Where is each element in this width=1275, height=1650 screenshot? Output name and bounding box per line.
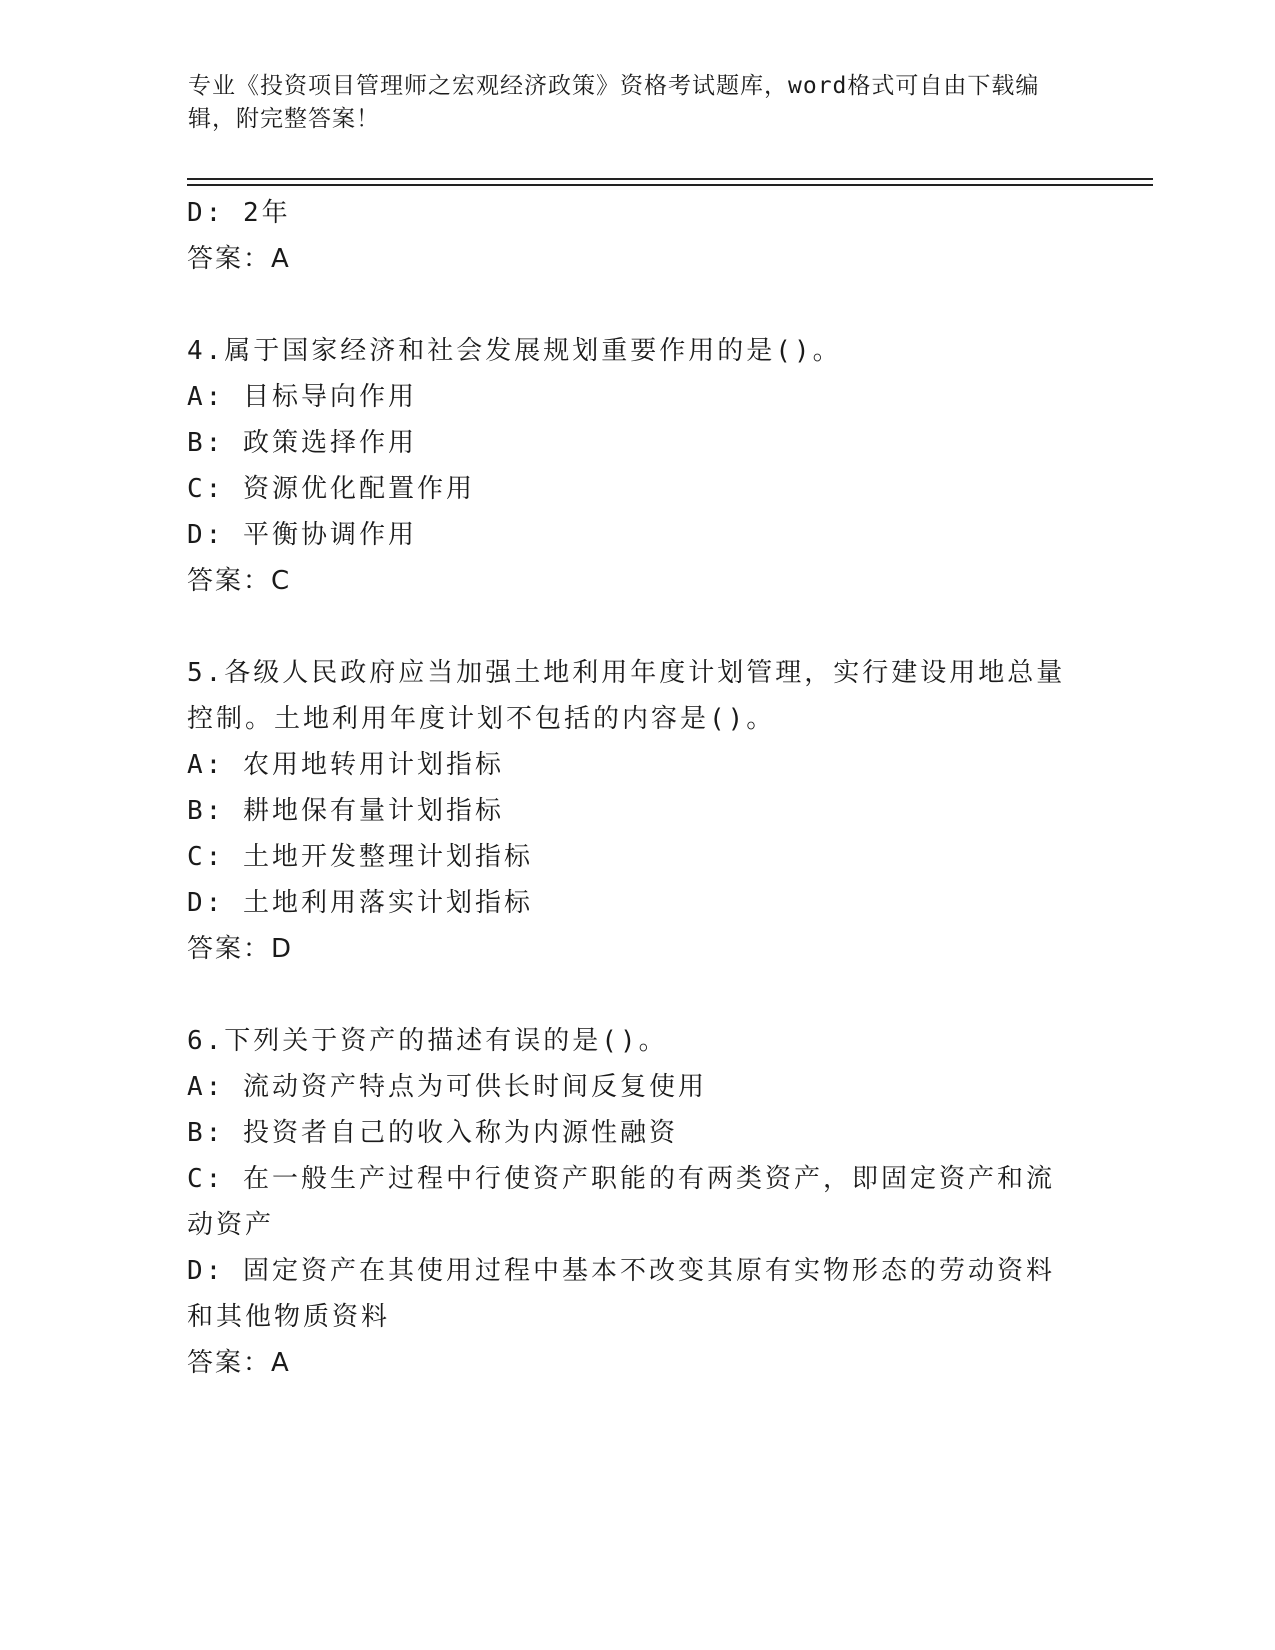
option-b: B: 投资者自己的收入称为内源性融资	[187, 1118, 678, 1148]
option-a: A: 农用地转用计划指标	[187, 750, 504, 780]
question-list	[187, 190, 1087, 1386]
header-divider-top	[187, 178, 1153, 180]
option-d: D: 土地利用落实计划指标	[187, 888, 533, 918]
spacer	[187, 604, 1087, 650]
question-stem: 4.属于国家经济和社会发展规划重要作用的是()。	[187, 336, 842, 366]
option-d: D: 固定资产在其使用过程中基本不改变其原有实物形态的劳动资料和其他物质资料	[187, 1256, 1055, 1332]
question-stem: 6.下列关于资产的描述有误的是()。	[187, 1026, 668, 1056]
option-d: D: 平衡协调作用	[187, 520, 417, 550]
question-6	[187, 1018, 1087, 1386]
question-stem: 5.各级人民政府应当加强土地利用年度计划管理，实行建设用地总量控制。土地利用年度计划不包括的内容是()。	[187, 658, 1066, 734]
option-c: C: 在一般生产过程中行使资产职能的有两类资产，即固定资产和流动资产	[187, 1164, 1055, 1240]
spacer	[187, 972, 1087, 1018]
header-divider-bottom	[187, 184, 1153, 186]
spacer	[187, 282, 1087, 328]
question-3-option-d: D: 2年	[187, 198, 291, 228]
document-header: 专业《投资项目管理师之宏观经济政策》资格考试题库，word格式可自由下载编辑，附完整答案！	[188, 73, 1040, 132]
question-answer: 答案：A	[187, 1348, 291, 1378]
option-c: C: 资源优化配置作用	[187, 474, 475, 504]
question-answer: 答案：D	[187, 934, 294, 964]
option-b: B: 耕地保有量计划指标	[187, 796, 504, 826]
option-a: A: 流动资产特点为可供长时间反复使用	[187, 1072, 707, 1102]
question-answer: 答案：C	[187, 566, 292, 596]
question-5	[187, 650, 1087, 972]
question-3-answer: 答案：A	[187, 244, 291, 274]
option-b: B: 政策选择作用	[187, 428, 417, 458]
question-4	[187, 328, 1087, 604]
option-c: C: 土地开发整理计划指标	[187, 842, 533, 872]
option-a: A: 目标导向作用	[187, 382, 417, 412]
